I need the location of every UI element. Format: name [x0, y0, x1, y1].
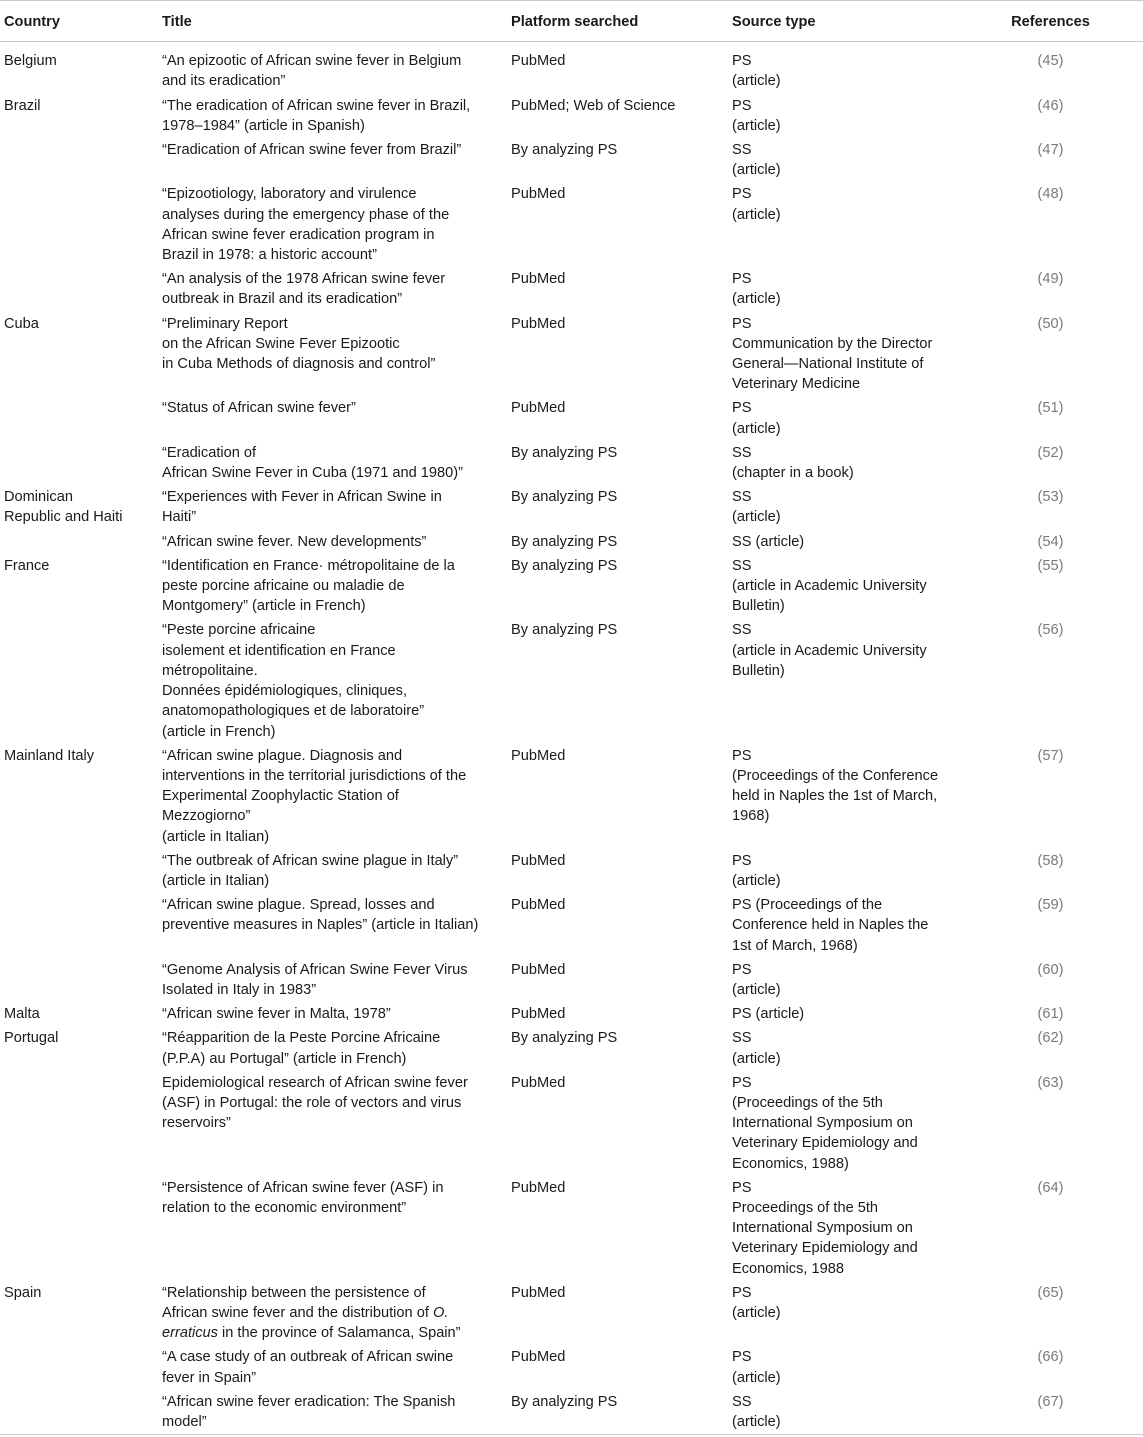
reference-cell[interactable]: (63) [1037, 1074, 1064, 1091]
platform-cell [507, 42, 728, 94]
platform-cell [507, 485, 728, 529]
title-cell-line: “Relationship between the persistence of [162, 1284, 426, 1301]
title-cell [158, 1281, 507, 1346]
title-cell-line: “The eradication of African swine fever in Brazil, [162, 97, 471, 114]
source-type-cell [728, 441, 958, 485]
reference-cell[interactable]: (62) [1037, 1030, 1064, 1047]
table-row [0, 182, 1143, 267]
title-cell-line: Mezzogiorno” [162, 808, 251, 825]
source-type-cell-line: (article in Academic University [732, 642, 927, 659]
table-row [0, 1002, 1143, 1026]
source-type-cell-line: PS [732, 97, 752, 114]
platform-cell [507, 94, 728, 138]
reference-cell[interactable]: (56) [1037, 622, 1064, 639]
table-row [0, 1390, 1143, 1435]
source-type-cell [728, 530, 958, 554]
country-cell [0, 530, 158, 554]
platform-cell-line: PubMed [511, 400, 566, 417]
source-type-cell-line: (article) [732, 872, 781, 889]
reference-cell[interactable]: (64) [1037, 1179, 1064, 1196]
source-type-cell-line: (article) [732, 1304, 781, 1321]
source-type-cell-line: Veterinary Epidemiology and [732, 1240, 918, 1257]
title-cell-line: 1978–1984” (article in Spanish) [162, 117, 365, 134]
country-cell [0, 1002, 158, 1026]
country-cell [0, 1281, 158, 1346]
source-type-cell-line: (article) [732, 73, 781, 90]
platform-cell [507, 530, 728, 554]
platform-cell [507, 1026, 728, 1070]
source-type-cell-line: Economics, 1988) [732, 1155, 849, 1172]
country-cell-line: Spain [4, 1284, 42, 1301]
source-type-cell [728, 554, 958, 619]
platform-cell-line: PubMed [511, 315, 566, 332]
reference-cell[interactable]: (53) [1037, 489, 1064, 506]
source-type-cell-line: PS [732, 315, 752, 332]
source-type-cell-line: (article) [732, 1414, 781, 1430]
source-type-cell [728, 1071, 958, 1176]
platform-cell [507, 744, 728, 849]
table-row [0, 312, 1143, 397]
title-cell-line: African swine fever and the distribution of O. [162, 1304, 449, 1321]
platform-cell [507, 1071, 728, 1176]
title-cell [158, 312, 507, 397]
country-cell [0, 182, 158, 267]
title-cell-line: métropolitaine. [162, 662, 258, 679]
title-cell-line: relation to the economic environment” [162, 1199, 407, 1216]
source-type-cell-line: SS [732, 622, 752, 639]
table-row [0, 744, 1143, 849]
table-row [0, 849, 1143, 893]
table-row [0, 1281, 1143, 1346]
platform-cell [507, 267, 728, 311]
title-cell-line: on the African Swine Fever Epizootic [162, 335, 400, 352]
source-type-cell-line: PS (Proceedings of the [732, 897, 883, 914]
title-cell-line: “Eradication of African swine fever from Brazil” [162, 142, 462, 159]
reference-cell[interactable]: (48) [1037, 186, 1064, 203]
source-type-cell-line: General—National Institute of [732, 356, 924, 373]
title-cell-line: analyses during the emergency phase of the [162, 206, 450, 223]
title-cell-line: “Identification en France· métropolitaine de la [162, 557, 455, 574]
platform-cell-line: PubMed [511, 852, 566, 869]
source-type-cell-line: (article) [732, 206, 781, 223]
source-type-cell-line: PS [732, 1179, 752, 1196]
title-cell-line: “The outbreak of African swine plague in Italy” [162, 852, 459, 869]
source-type-cell [728, 138, 958, 182]
title-cell-line: African Swine Fever in Cuba (1971 and 1980)” [162, 465, 463, 482]
platform-cell [507, 312, 728, 397]
title-cell-line: “An epizootic of African swine fever in Belgium [162, 53, 462, 70]
title-cell [158, 744, 507, 849]
source-type-cell-line: Proceedings of the 5th [732, 1199, 879, 1216]
table-row [0, 1071, 1143, 1176]
source-type-cell-line: International Symposium on [732, 1220, 913, 1237]
reference-cell[interactable]: (49) [1037, 271, 1064, 288]
source-type-cell-line: held in Naples the 1st of March, [732, 788, 938, 805]
source-type-cell [728, 618, 958, 743]
platform-cell-line: By analyzing PS [511, 533, 618, 550]
title-cell [158, 1176, 507, 1281]
platform-cell [507, 1176, 728, 1281]
source-type-cell [728, 182, 958, 267]
header-country: Country [0, 1, 158, 42]
title-cell [158, 396, 507, 440]
title-cell-line: (article in Italian) [162, 828, 270, 845]
table-row [0, 1026, 1143, 1070]
source-type-cell-line: SS [732, 1030, 752, 1047]
platform-cell [507, 958, 728, 1002]
source-type-cell-line: (article) [732, 509, 781, 526]
country-cell-line: Malta [4, 1006, 40, 1023]
title-cell-line: “Genome Analysis of African Swine Fever Virus [162, 961, 468, 978]
source-type-cell [728, 396, 958, 440]
source-type-cell-line: Bulletin) [732, 598, 785, 615]
source-type-cell-line: (Proceedings of the Conference [732, 767, 939, 784]
title-cell-line: “Preliminary Report [162, 315, 288, 332]
title-cell-line: “Experiences with Fever in African Swine in [162, 489, 442, 506]
reference-cell[interactable]: (60) [1037, 961, 1064, 978]
source-type-cell-line: PS (article) [732, 1006, 805, 1023]
source-type-cell-line: PS [732, 852, 752, 869]
table-row [0, 1176, 1143, 1281]
country-cell [0, 1071, 158, 1176]
title-cell [158, 138, 507, 182]
source-type-cell-line: PS [732, 1349, 752, 1366]
platform-cell-line: PubMed [511, 1074, 566, 1091]
reference-cell[interactable]: (52) [1037, 444, 1064, 461]
reference-cell[interactable]: (67) [958, 1390, 1143, 1435]
reference-cell[interactable]: (50) [1037, 315, 1064, 332]
title-cell-line: interventions in the territorial jurisdictions of the [162, 767, 467, 784]
country-cell-line: France [4, 557, 50, 574]
table-row [0, 138, 1143, 182]
source-type-cell-line: PS [732, 961, 752, 978]
platform-cell [507, 1002, 728, 1026]
title-cell-line: “Réapparition de la Peste Porcine Africaine [162, 1030, 441, 1047]
country-cell [0, 1390, 158, 1435]
country-cell-line: Dominican [4, 489, 73, 506]
country-cell-line: Portugal [4, 1030, 59, 1047]
title-cell [158, 618, 507, 743]
title-cell-line: “African swine fever in Malta, 1978” [162, 1006, 391, 1023]
source-type-cell-line: (Proceedings of the 5th [732, 1094, 883, 1111]
title-cell [158, 958, 507, 1002]
source-type-cell-line: (article) [732, 981, 781, 998]
title-cell-line: (ASF) in Portugal: the role of vectors and virus [162, 1094, 462, 1111]
table-row [0, 1345, 1143, 1389]
platform-cell-line: PubMed [511, 747, 566, 764]
table-header [0, 1, 1143, 42]
country-cell [0, 1026, 158, 1070]
country-cell [0, 485, 158, 529]
source-type-cell-line: SS [732, 142, 752, 159]
title-cell-line: Epidemiological research of African swine fever [162, 1074, 468, 1091]
source-type-cell-line: Veterinary Epidemiology and [732, 1135, 918, 1152]
country-cell [0, 1176, 158, 1281]
country-cell [0, 958, 158, 1002]
title-cell-line: Experimental Zoophylactic Station of [162, 788, 399, 805]
title-cell [158, 94, 507, 138]
platform-cell-line: By analyzing PS [511, 444, 618, 461]
table-row [0, 441, 1143, 485]
source-type-cell-line: SS [732, 444, 752, 461]
platform-cell [507, 441, 728, 485]
platform-cell [507, 182, 728, 267]
reference-cell[interactable]: (61) [1037, 1006, 1064, 1023]
source-type-cell [728, 849, 958, 893]
title-cell [158, 182, 507, 267]
title-cell-line: “Status of African swine fever” [162, 400, 356, 417]
source-type-cell-line: (chapter in a book) [732, 465, 854, 482]
platform-cell-line: PubMed [511, 1284, 566, 1301]
country-cell [0, 312, 158, 397]
country-cell-line: Republic and Haiti [4, 509, 123, 526]
title-cell-line: “Eradication of [162, 444, 257, 461]
title-cell [158, 441, 507, 485]
country-cell-line: Brazil [4, 97, 41, 114]
title-cell-line: erraticus in the province of Salamanca, Spain” [162, 1325, 461, 1342]
reference-cell[interactable]: (55) [1037, 557, 1064, 574]
reference-cell[interactable]: (57) [1037, 747, 1064, 764]
title-cell-line: preventive measures in Naples” (article in Italian) [162, 917, 479, 934]
platform-cell [507, 1281, 728, 1346]
platform-cell-line: PubMed; Web of Science [511, 97, 676, 114]
source-type-cell-line: PS [732, 1284, 752, 1301]
title-cell-line: “Persistence of African swine fever (ASF) in [162, 1179, 444, 1196]
country-cell [0, 554, 158, 619]
source-type-cell-line: (article) [732, 1050, 781, 1067]
platform-cell-line: PubMed [511, 897, 566, 914]
title-cell-line: outbreak in Brazil and its eradication” [162, 291, 403, 308]
title-cell-line: fever in Spain” [162, 1369, 257, 1386]
reference-cell[interactable]: (47) [1037, 142, 1064, 159]
source-type-cell-line: PS [732, 53, 752, 70]
title-cell-line: (article in French) [162, 723, 276, 740]
title-cell [158, 1071, 507, 1176]
title-cell-line: Haiti” [162, 509, 197, 526]
platform-cell [507, 618, 728, 743]
title-cell-line: “Epizootiology, laboratory and virulence [162, 186, 417, 203]
source-type-cell [728, 485, 958, 529]
platform-cell [507, 1390, 728, 1435]
reference-cell[interactable]: (59) [1037, 897, 1064, 914]
source-type-cell [728, 1281, 958, 1346]
platform-cell-line: PubMed [511, 1179, 566, 1196]
reference-cell[interactable]: (66) [1037, 1349, 1064, 1366]
table-row [0, 958, 1143, 1002]
source-type-cell-line: SS [732, 1393, 752, 1410]
table-row [0, 618, 1143, 743]
source-type-cell-line: 1st of March, 1968) [732, 937, 858, 954]
source-type-cell [728, 893, 958, 958]
title-cell-line: Brazil in 1978: a historic account” [162, 247, 377, 264]
country-cell [0, 441, 158, 485]
title-cell-line: Isolated in Italy in 1983” [162, 981, 317, 998]
title-cell-line: African swine fever eradication program in [162, 226, 435, 243]
table-row [0, 530, 1143, 554]
table-row [0, 42, 1143, 94]
title-cell [158, 1345, 507, 1389]
title-cell-line: reservoirs” [162, 1115, 231, 1132]
source-type-cell-line: (article) [732, 291, 781, 308]
platform-cell-line: PubMed [511, 271, 566, 288]
title-cell-line: “African swine fever. New developments” [162, 533, 427, 550]
title-cell-line: “African swine fever eradication: The Spanish [162, 1393, 456, 1410]
source-type-cell-line: (article in Academic University [732, 578, 927, 595]
country-cell-line: Mainland Italy [4, 747, 95, 764]
source-type-cell-line: PS [732, 1074, 752, 1091]
source-type-cell-line: (article) [732, 420, 781, 437]
reference-cell[interactable]: (58) [1037, 852, 1064, 869]
source-type-cell [728, 94, 958, 138]
source-type-cell [728, 744, 958, 849]
title-cell-line: peste porcine africaine ou maladie de [162, 578, 405, 595]
platform-cell [507, 554, 728, 619]
title-cell [158, 554, 507, 619]
platform-cell-line: PubMed [511, 1006, 566, 1023]
country-cell [0, 94, 158, 138]
source-type-cell-line: Conference held in Naples the [732, 917, 929, 934]
platform-cell [507, 1345, 728, 1389]
source-type-cell-line: International Symposium on [732, 1115, 913, 1132]
header-references: References [958, 1, 1143, 42]
country-cell-line: Belgium [4, 53, 57, 70]
title-cell-line: (article in Italian) [162, 872, 270, 889]
source-type-cell [728, 1390, 958, 1435]
title-cell [158, 849, 507, 893]
header-source-type: Source type [728, 1, 958, 42]
title-cell [158, 1026, 507, 1070]
platform-cell-line: By analyzing PS [511, 1030, 618, 1047]
reference-cell[interactable]: (46) [1037, 97, 1064, 114]
source-type-cell-line: SS (article) [732, 533, 805, 550]
country-cell-line: Cuba [4, 315, 39, 332]
table-row [0, 396, 1143, 440]
table-row [0, 554, 1143, 619]
platform-cell [507, 849, 728, 893]
title-cell [158, 267, 507, 311]
title-cell-line: (P.P.A) au Portugal” (article in French) [162, 1050, 407, 1067]
country-cell [0, 42, 158, 94]
platform-cell-line: By analyzing PS [511, 142, 618, 159]
source-type-cell [728, 1002, 958, 1026]
table-body [0, 42, 1143, 1435]
title-cell [158, 485, 507, 529]
platform-cell-line: By analyzing PS [511, 1393, 618, 1410]
country-cell [0, 849, 158, 893]
source-type-cell-line: (article) [732, 1369, 781, 1386]
reference-cell[interactable]: (51) [1037, 400, 1064, 417]
title-cell [158, 1002, 507, 1026]
source-type-cell-line: (article) [732, 162, 781, 179]
title-cell-line: anatomopathologiques et de laboratoire” [162, 703, 425, 720]
platform-cell [507, 396, 728, 440]
platform-cell [507, 893, 728, 958]
country-cell [0, 893, 158, 958]
country-cell [0, 267, 158, 311]
header-platform: Platform searched [507, 1, 728, 42]
source-type-cell-line: 1968) [732, 808, 770, 825]
source-type-cell [728, 312, 958, 397]
table-row [0, 893, 1143, 958]
source-type-cell-line: SS [732, 557, 752, 574]
table-row [0, 267, 1143, 311]
source-type-cell-line: PS [732, 400, 752, 417]
country-cell [0, 1345, 158, 1389]
platform-cell-line: PubMed [511, 961, 566, 978]
title-cell [158, 530, 507, 554]
country-cell [0, 138, 158, 182]
table-row [0, 94, 1143, 138]
title-cell [158, 42, 507, 94]
source-type-cell-line: Economics, 1988 [732, 1260, 844, 1277]
platform-cell-line: By analyzing PS [511, 622, 618, 639]
platform-cell-line: PubMed [511, 1349, 566, 1366]
title-cell-line: and its eradication” [162, 73, 286, 90]
source-type-cell [728, 1176, 958, 1281]
title-cell-line: “African swine plague. Diagnosis and [162, 747, 403, 764]
platform-cell-line: PubMed [511, 53, 566, 70]
title-cell-line: Données épidémiologiques, cliniques, [162, 683, 408, 700]
source-type-cell-line: PS [732, 271, 752, 288]
table-row [0, 485, 1143, 529]
source-type-cell [728, 42, 958, 94]
platform-cell-line: By analyzing PS [511, 557, 618, 574]
source-type-cell-line: Veterinary Medicine [732, 376, 861, 393]
title-cell-line: model” [162, 1414, 207, 1430]
reference-cell[interactable]: (65) [1037, 1284, 1064, 1301]
source-type-cell [728, 958, 958, 1002]
platform-cell-line: By analyzing PS [511, 489, 618, 506]
reference-cell[interactable]: (54) [1037, 533, 1064, 550]
title-cell-line: “A case study of an outbreak of African swine [162, 1349, 454, 1366]
source-type-cell-line: Bulletin) [732, 662, 785, 679]
title-cell-line: in Cuba Methods of diagnosis and control” [162, 356, 436, 373]
source-type-cell-line: SS [732, 489, 752, 506]
country-cell [0, 744, 158, 849]
title-cell-line: “African swine plague. Spread, losses and [162, 897, 435, 914]
source-type-cell-line: (article) [732, 117, 781, 134]
platform-cell-line: PubMed [511, 186, 566, 203]
header-title: Title [158, 1, 507, 42]
header-row [0, 1, 1143, 42]
country-cell [0, 618, 158, 743]
title-cell-line: Montgomery” (article in French) [162, 598, 366, 615]
title-cell [158, 1390, 507, 1435]
source-type-cell [728, 1026, 958, 1070]
source-type-cell-line: Communication by the Director [732, 335, 933, 352]
source-type-cell [728, 267, 958, 311]
source-type-cell-line: PS [732, 186, 752, 203]
platform-cell [507, 138, 728, 182]
title-cell-line: “An analysis of the 1978 African swine fever [162, 271, 446, 288]
source-type-cell-line: PS [732, 747, 752, 764]
reference-cell[interactable]: (45) [1037, 53, 1064, 70]
title-cell-line: “Peste porcine africaine [162, 622, 316, 639]
title-cell [158, 893, 507, 958]
title-cell-line: isolement et identification en France [162, 642, 396, 659]
country-cell [0, 396, 158, 440]
source-type-cell [728, 1345, 958, 1389]
